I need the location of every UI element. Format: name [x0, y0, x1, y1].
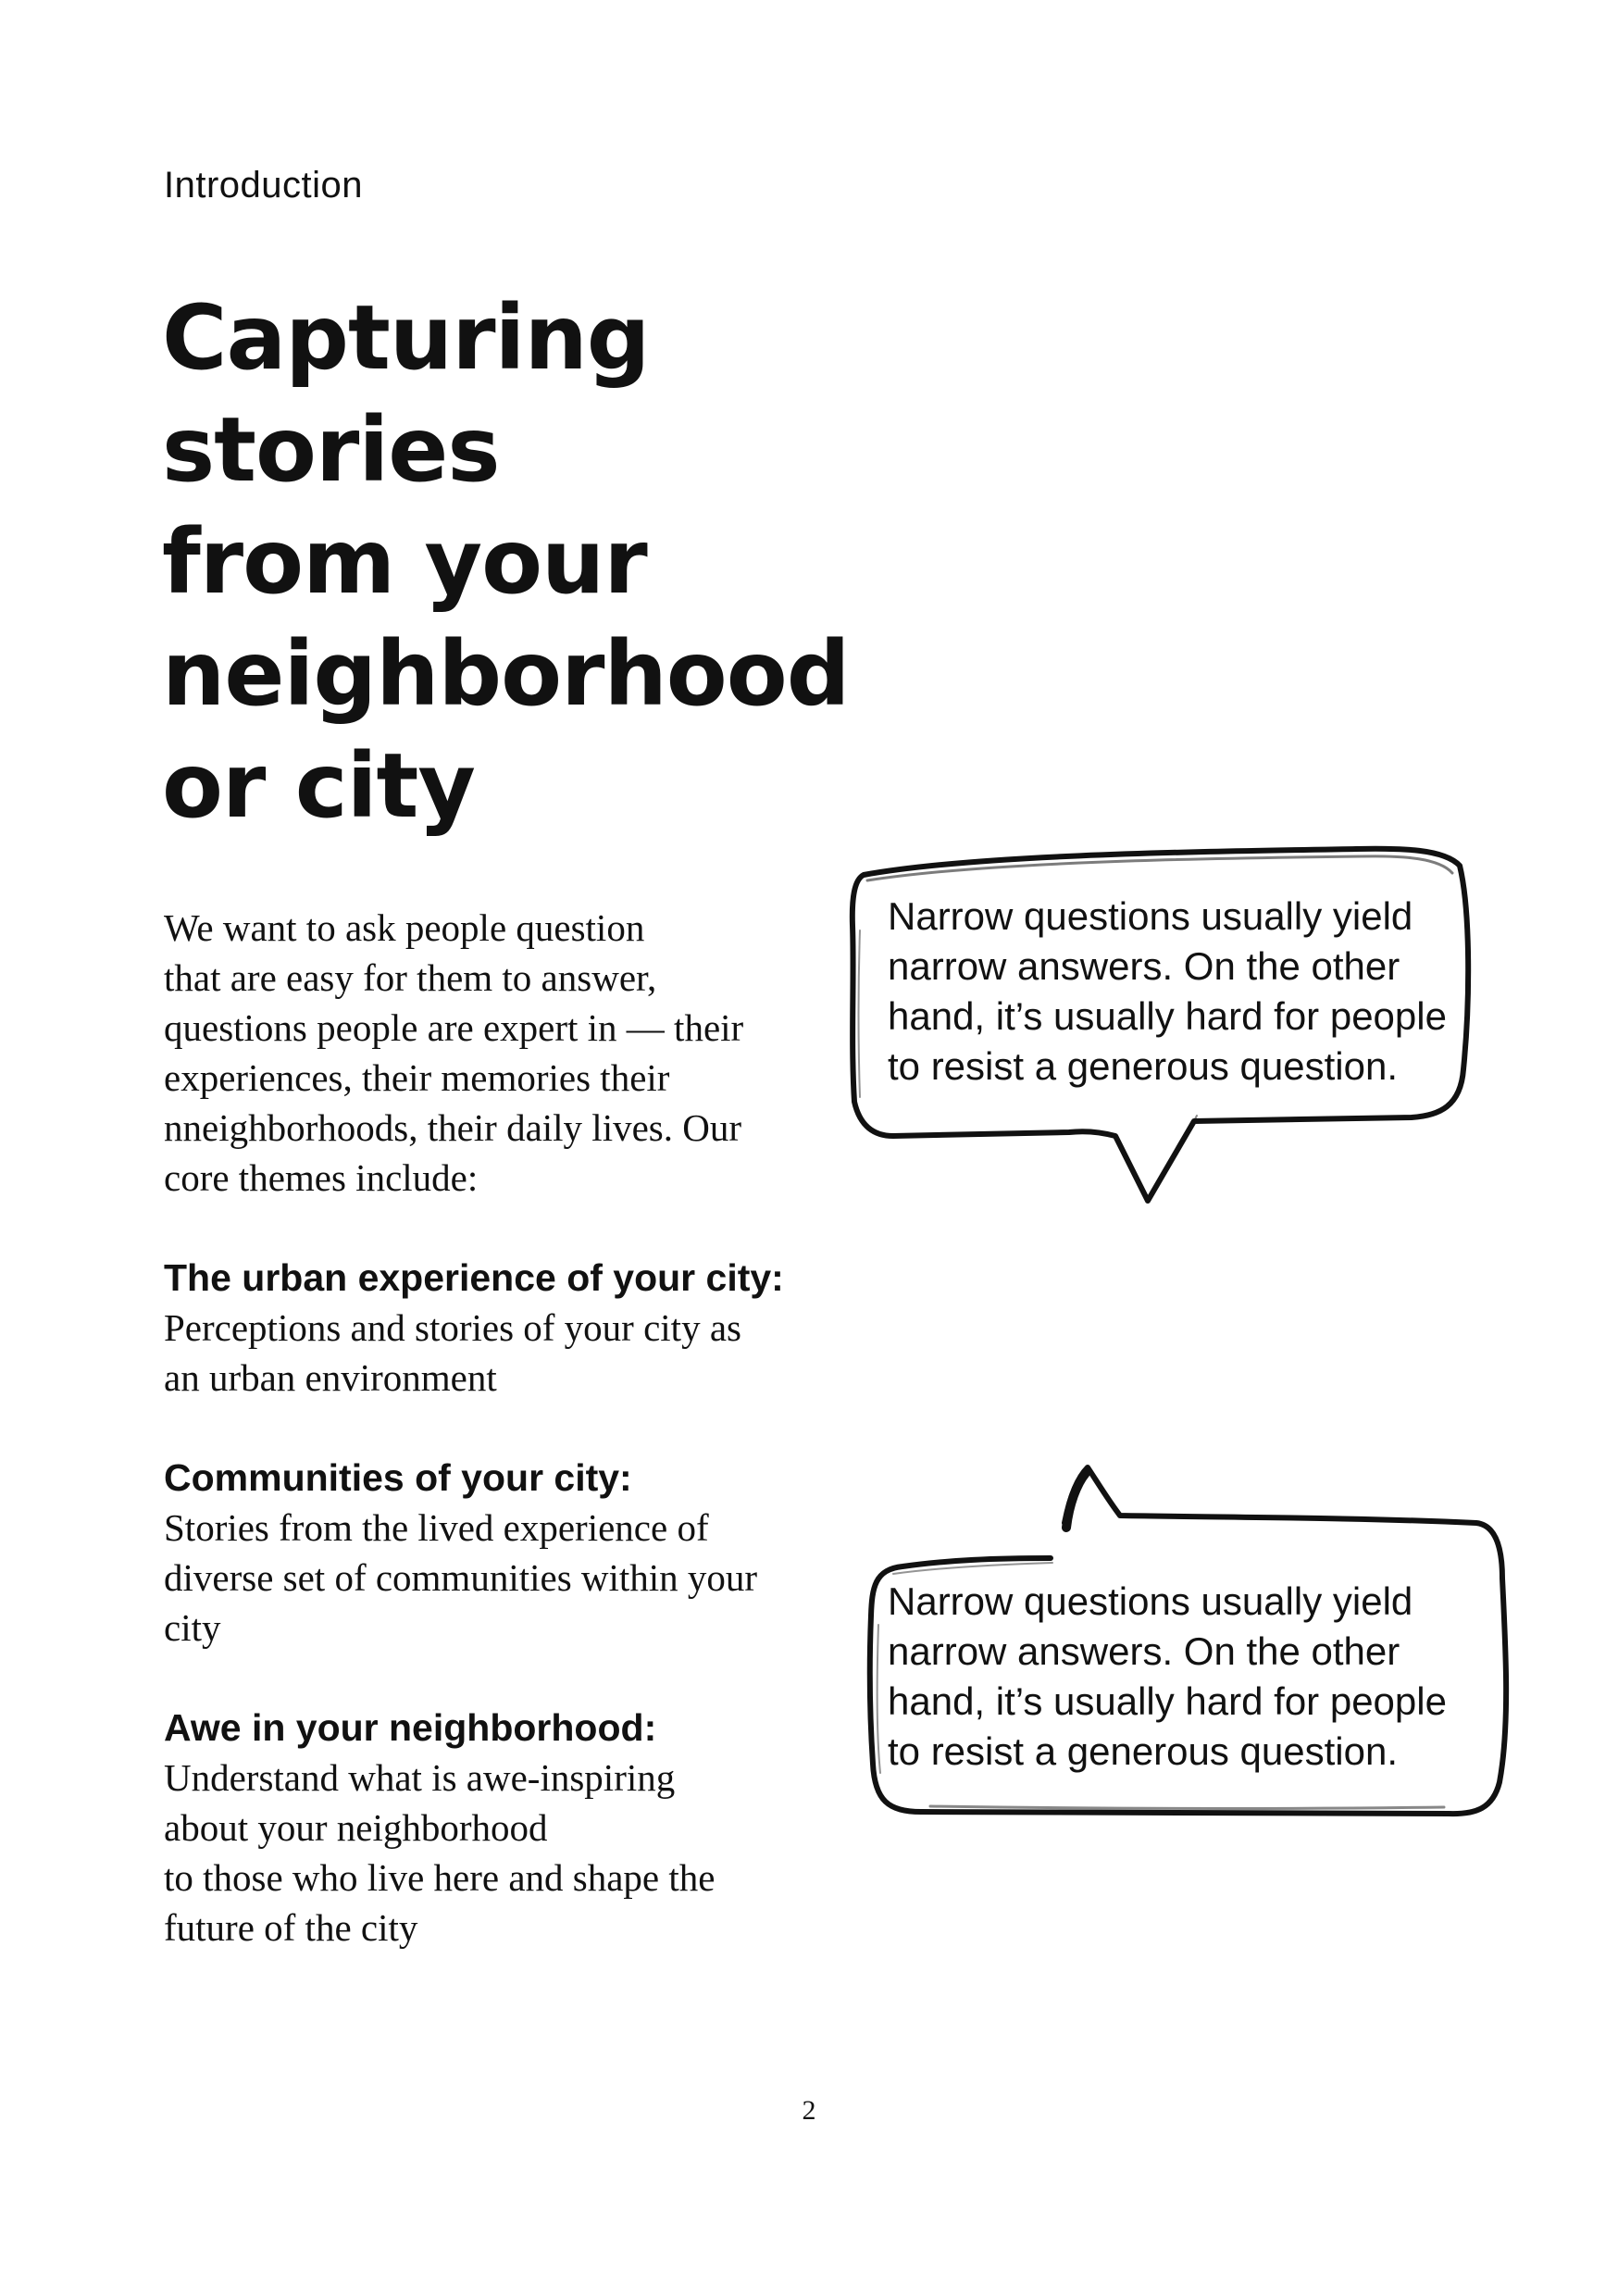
speech-bubble-callout-top	[838, 838, 1486, 1301]
callout-text: Narrow questions usually yield narrow answers. On the other hand, it’s usually hard for people to resist a generous question.	[888, 1579, 1447, 1773]
theme-urban-experience	[164, 1253, 812, 1403]
body-column	[164, 903, 812, 1953]
theme-description: Stories from the lived experience of diverse set of communities within your city	[164, 1506, 758, 1649]
theme-communities	[164, 1453, 812, 1653]
page-title: Capturing stories from your neighborhood or city	[162, 286, 850, 838]
section-label: Introduction	[164, 165, 364, 206]
theme-description: Understand what is awe-inspiring about your neighborhood to those who live here and shape the future of the city	[164, 1756, 716, 1949]
page-number: 2	[802, 2095, 816, 2126]
callout-text: Narrow questions usually yield narrow answers. On the other hand, it’s usually hard for people to resist a generous question.	[888, 894, 1447, 1088]
theme-description: Perceptions and stories of your city as an urban environment	[164, 1306, 741, 1399]
theme-heading: Communities of your city:	[164, 1456, 632, 1499]
speech-bubble-callout-bottom	[838, 1440, 1513, 1884]
theme-awe	[164, 1703, 812, 1953]
theme-heading: Awe in your neighborhood:	[164, 1706, 657, 1749]
intro-paragraph: We want to ask people question that are easy for them to answer, questions people are expert in — their experiences, their memories their nneighborhoods, their daily lives. Our core themes include:	[164, 906, 744, 1199]
theme-heading: The urban experience of your city:	[164, 1256, 784, 1299]
